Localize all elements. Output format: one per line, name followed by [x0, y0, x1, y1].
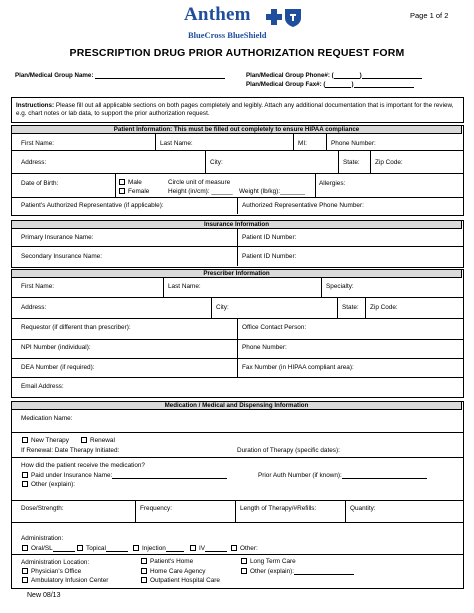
home-care-agency-label: Home Care Agency	[150, 568, 206, 575]
medication-name-field[interactable]: Medication Name:	[21, 415, 73, 422]
oral-label[interactable]: Oral/SL	[31, 545, 75, 552]
plan-group-fax-field[interactable]: Plan/Medical Group Fax#: ( )	[246, 81, 414, 88]
frequency-field[interactable]: Frequency:	[140, 505, 172, 512]
patient-rep-field[interactable]: Patient's Authorized Representative (if applicable):	[21, 202, 164, 209]
height-field[interactable]: Height (in/cm): ______	[168, 188, 233, 195]
email-field[interactable]: Email Address:	[21, 383, 64, 390]
length-refills-field[interactable]: Length of Therapy/#Refills:	[240, 505, 317, 512]
insurance-band: Insurance Information	[11, 220, 462, 229]
prescriber-specialty-field[interactable]: Specialty:	[326, 283, 354, 290]
office-contact-field[interactable]: Office Contact Person:	[242, 324, 307, 331]
new-therapy-label: New Therapy	[31, 437, 69, 444]
prescriber-city-field[interactable]: City:	[216, 304, 229, 311]
patients-home-label: Patient's Home	[150, 558, 194, 565]
npi-field[interactable]: NPI Number (individual):	[21, 344, 91, 351]
home-care-agency-checkbox[interactable]	[141, 568, 147, 574]
admin-other-label[interactable]: Other:	[240, 545, 258, 552]
primary-patient-id-field[interactable]: Patient ID Number:	[242, 234, 297, 241]
paid-under-insurance-checkbox[interactable]	[22, 472, 28, 478]
topical-checkbox[interactable]	[77, 545, 83, 551]
logo-brand: Anthem	[184, 4, 251, 25]
prior-auth-field[interactable]: Prior Auth Number (if known):	[258, 472, 427, 479]
prescriber-phone-field[interactable]: Phone Number:	[242, 344, 287, 351]
male-label: Male	[128, 179, 142, 186]
plan-group-fax-label: Plan/Medical Group Fax#: (	[246, 81, 326, 88]
form-title: PRESCRIPTION DRUG PRIOR AUTHORIZATION REQUEST FORM	[69, 47, 405, 59]
patient-city-field[interactable]: City:	[210, 159, 223, 166]
patient-last-name-field[interactable]: Last Name:	[160, 140, 193, 147]
patient-address-field[interactable]: Address:	[21, 159, 47, 166]
instructions-text: Instructions: Please fill out all applicable sections on both pages completely and legibly. Attach any additional documentation that is important for the review, e.g. chart notes or lab data, to support the prior authorization request.	[16, 102, 454, 117]
logo-subtitle: BlueCross BlueShield	[188, 30, 267, 40]
injection-checkbox[interactable]	[133, 545, 139, 551]
location-other-checkbox[interactable]	[241, 568, 247, 574]
administration-location-label: Administration Location:	[21, 559, 90, 566]
patient-zip-field[interactable]: Zip Code:	[375, 159, 403, 166]
patient-first-name-field[interactable]: First Name:	[21, 140, 55, 147]
dose-strength-field[interactable]: Dose/Strength:	[21, 505, 64, 512]
blue-cross-icon	[265, 8, 283, 26]
ambulatory-infusion-checkbox[interactable]	[22, 577, 28, 583]
how-received-label: How did the patient receive the medication?	[21, 462, 145, 469]
medication-band: Medication / Medical and Dispensing Information	[11, 401, 462, 410]
prescriber-band: Prescriber Information	[11, 269, 462, 278]
injection-label[interactable]: Injection	[142, 545, 184, 552]
renewal-checkbox[interactable]	[81, 437, 87, 443]
other-received-field[interactable]: Other (explain):	[31, 481, 76, 488]
female-checkbox[interactable]	[119, 188, 125, 194]
duration-field[interactable]: Duration of Therapy (specific dates):	[237, 447, 340, 454]
oral-checkbox[interactable]	[22, 545, 28, 551]
blue-shield-icon	[284, 7, 302, 28]
outpatient-hospital-label: Outpatient Hospital Care	[150, 577, 220, 584]
physicians-office-checkbox[interactable]	[22, 568, 28, 574]
other-received-checkbox[interactable]	[22, 481, 28, 487]
quantity-field[interactable]: Quantity:	[350, 505, 376, 512]
renewal-label: Renewal	[90, 437, 115, 444]
prescriber-state-field[interactable]: State:	[342, 304, 359, 311]
iv-label[interactable]: IV	[199, 545, 227, 552]
circle-unit-label: Circle unit of measure	[168, 179, 231, 186]
secondary-patient-id-field[interactable]: Patient ID Number:	[242, 253, 297, 260]
prescriber-fax-field[interactable]: Fax Number (in HIPAA compliant area):	[242, 364, 354, 371]
allergies-field[interactable]: Allergies:	[319, 180, 346, 187]
patient-band: Patient Information: This must be filled out completely to ensure HIPAA compliance	[11, 125, 462, 134]
iv-checkbox[interactable]	[190, 545, 196, 551]
administration-label: Administration:	[21, 535, 64, 542]
plan-group-phone-field[interactable]: Plan/Medical Group Phone#: ( )	[246, 72, 422, 79]
requestor-field[interactable]: Requestor (if different than prescriber):	[21, 324, 131, 331]
new-therapy-checkbox[interactable]	[22, 437, 28, 443]
prescriber-address-field[interactable]: Address:	[21, 304, 47, 311]
prescriber-zip-field[interactable]: Zip Code:	[370, 304, 398, 311]
date-initiated-field[interactable]: If Renewal: Date Therapy Initiated:	[21, 447, 120, 454]
location-other-field[interactable]: Other (explain):	[250, 568, 354, 575]
physicians-office-label: Physician's Office	[31, 568, 82, 575]
weight-field[interactable]: Weight (lb/kg):_______	[239, 188, 305, 195]
topical-label[interactable]: Topical	[86, 545, 128, 552]
patient-phone-field[interactable]: Phone Number:	[331, 140, 376, 147]
long-term-care-checkbox[interactable]	[241, 558, 247, 564]
plan-group-name-field[interactable]	[15, 72, 225, 79]
patient-mi-field[interactable]: MI:	[298, 140, 307, 147]
secondary-insurance-field[interactable]: Secondary Insurance Name:	[21, 253, 102, 260]
paid-under-insurance-field[interactable]: Paid under Insurance Name:	[31, 472, 227, 479]
admin-other-checkbox[interactable]	[231, 545, 237, 551]
male-checkbox[interactable]	[119, 179, 125, 185]
long-term-care-label: Long Term Care	[250, 558, 296, 565]
patients-home-checkbox[interactable]	[141, 558, 147, 564]
page-number: Page 1 of 2	[410, 11, 449, 20]
ambulatory-infusion-label: Ambulatory Infusion Center	[31, 577, 109, 584]
female-label: Female	[128, 188, 150, 195]
plan-group-phone-label: Plan/Medical Group Phone#: (	[246, 72, 334, 79]
primary-insurance-field[interactable]: Primary Insurance Name:	[21, 234, 94, 241]
prescriber-last-name-field[interactable]: Last Name:	[168, 283, 201, 290]
plan-group-name-label: Plan/Medical Group Name:	[15, 72, 94, 79]
prescriber-first-name-field[interactable]: First Name:	[21, 283, 55, 290]
form-version: New 08/13	[27, 592, 61, 599]
patient-state-field[interactable]: State:	[343, 159, 360, 166]
dea-field[interactable]: DEA Number (if required):	[21, 364, 95, 371]
patient-rep-phone-field[interactable]: Authorized Representative Phone Number:	[242, 202, 364, 209]
outpatient-hospital-checkbox[interactable]	[141, 577, 147, 583]
patient-dob-field[interactable]: Date of Birth:	[21, 180, 59, 187]
